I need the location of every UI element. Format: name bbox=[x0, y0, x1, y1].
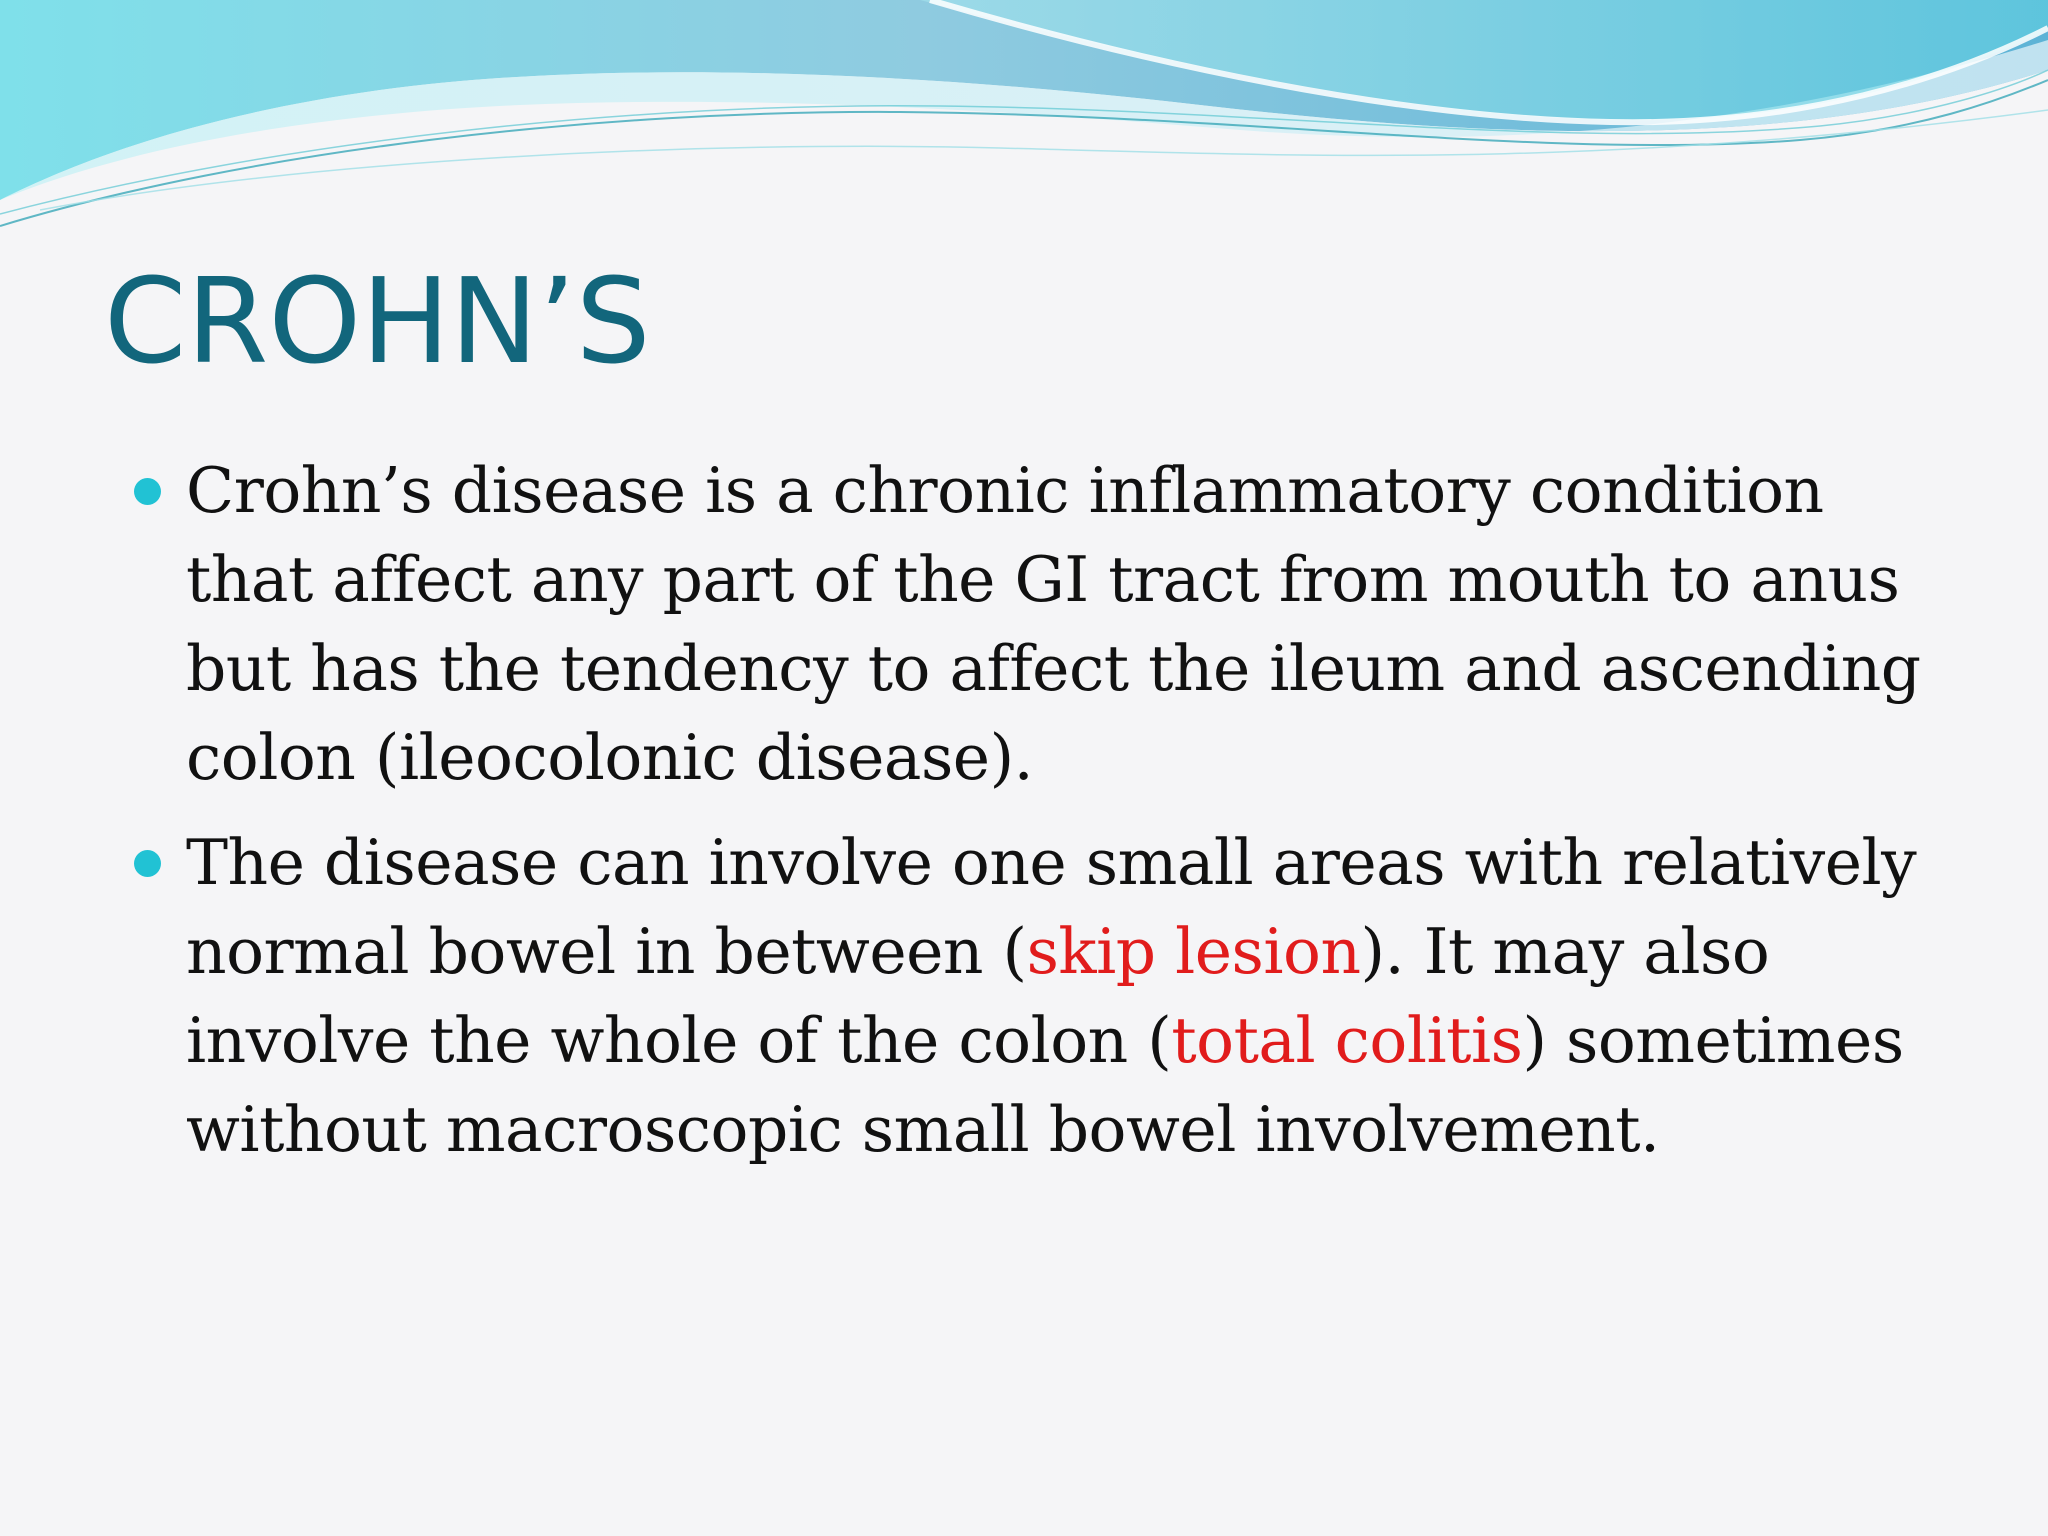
slide-title: CROHN’S bbox=[104, 252, 651, 390]
bullet-list bbox=[120, 446, 2000, 1190]
bullet-2-line-4: without macroscopic small bowel involvement. bbox=[186, 1093, 1660, 1166]
bullet-1-line-3: but has the tendency to affect the ileum and ascending bbox=[186, 632, 1921, 705]
bullet-2-line-3 bbox=[186, 996, 2000, 1085]
bullet-dot-icon bbox=[134, 478, 161, 505]
bullet-item-1 bbox=[120, 446, 2000, 802]
bullet-1-line-2: that affect any part of the GI tract from mouth to anus bbox=[186, 543, 1900, 616]
bullet-dot-icon bbox=[134, 850, 161, 877]
bullet-1-line-4: colon (ileocolonic disease). bbox=[186, 721, 1034, 794]
bullet-2-line-2 bbox=[186, 907, 2000, 996]
skip-lesion-highlight: skip lesion bbox=[1026, 915, 1361, 988]
total-colitis-highlight: total colitis bbox=[1171, 1004, 1523, 1077]
bullet-item-2 bbox=[120, 818, 2000, 1174]
bullet-2-line-2-text-before: normal bowel in between ( bbox=[186, 915, 1027, 988]
bullet-1-line-1: Crohn’s disease is a chronic inflammatory condition bbox=[186, 454, 1824, 527]
bullet-2-line-3-text-after: ) sometimes bbox=[1522, 1004, 1904, 1077]
bullet-2-line-3-text-before: involve the whole of the colon ( bbox=[186, 1004, 1172, 1077]
bullet-2-line-1: The disease can involve one small areas with relatively bbox=[186, 826, 1917, 899]
bullet-2-line-2-text-after: ). It may also bbox=[1360, 915, 1770, 988]
header-wave-decoration bbox=[0, 0, 2048, 260]
